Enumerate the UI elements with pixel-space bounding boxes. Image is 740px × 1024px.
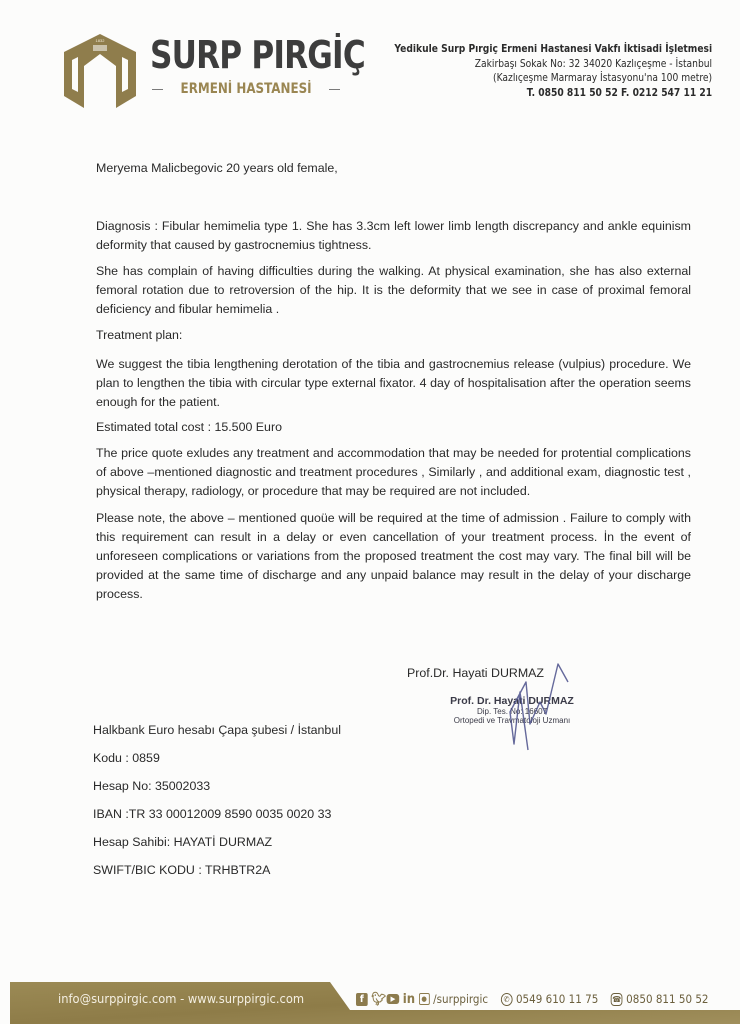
stamp-name: Prof. Dr. Hayati DURMAZ bbox=[450, 695, 574, 707]
address-line-3: (Kazlıçeşme Marmaray İstasyonu'na 100 metre) bbox=[492, 72, 712, 84]
bank-name: Halkbank Euro hesabı Çapa şubesi / İstanbul bbox=[93, 723, 341, 737]
bank-account-owner: Hesap Sahibi: HAYATİ DURMAZ bbox=[93, 835, 273, 849]
logo-badge-year: 1832 bbox=[95, 38, 105, 43]
estimated-cost: Estimated total cost : 15.500 Euro bbox=[96, 420, 282, 434]
social-handle[interactable]: /surppirgic bbox=[433, 992, 489, 1006]
address-line-1: Yedikule Surp Pırgiç Ermeni Hastanesi Vakfı İktisadi İşletmesi bbox=[394, 43, 712, 55]
payment-note-paragraph: Please note, the above – mentioned quoüe will be required at the time of admission . Failure to comply with this requirement can result in a delay or even cancellation of your treatment process. İn the event of unforeseen complications or variations from the proposed treatment the cost may vary. The final bill will be provided at the same time of discharge and any unpaid balance may result in the delay of your discharge process. bbox=[96, 511, 691, 601]
bank-swift: SWIFT/BIC KODU : TRHBTR2A bbox=[93, 863, 271, 877]
divider bbox=[152, 89, 163, 90]
footer-social-contacts bbox=[356, 992, 708, 1006]
footer-contact[interactable]: info@surppirgic.com - www.surppirgic.com bbox=[58, 991, 305, 1006]
bank-iban: IBAN :TR 33 00012009 8590 0035 0020 33 bbox=[93, 807, 332, 821]
logo-subtitle-text: ERMENİ HASTANESİ bbox=[180, 81, 312, 97]
facebook-icon[interactable]: f bbox=[356, 993, 368, 1006]
hospital-address bbox=[394, 42, 712, 100]
whatsapp-icon: ✆ bbox=[501, 993, 513, 1006]
stamp-specialty: Ortopedi ve Travmatoloji Uzmanı bbox=[453, 716, 571, 725]
treatment-paragraph: We suggest the tibia lengthening derotation of the tibia and gastrocnemius release (vulpius) procedure. We plan to lengthen the tibia with circular type external fixator. 4 day of hospitalisation after the operation seems enough for the patient. bbox=[96, 357, 691, 409]
stamp-diploma: Dip. Tes. No: 16607 bbox=[476, 707, 548, 716]
exclusions-paragraph: The price quote exludes any treatment and accommodation that may be needed for protential complications of above –mentioned diagnostic and treatment procedures , Similarly , and additional exam, diagnostic test , physical therapy, radiology, or procedure that may be required are not included. bbox=[96, 446, 691, 498]
logo-subtitle bbox=[152, 80, 340, 98]
bank-branch-code: Kodu : 0859 bbox=[93, 751, 160, 765]
call-center-icon: ☎ bbox=[612, 994, 622, 1004]
doctor-name: Prof.Dr. Hayati DURMAZ bbox=[407, 666, 545, 680]
complaint-paragraph: She has complain of having difficulties during the walking. At physical examination, she has also external femoral rotation due to retroversion of the hip. It is the deformity that we see in case of proximal femoral deficiency and fibular hemimelia . bbox=[96, 264, 691, 316]
whatsapp-number[interactable]: 0549 610 11 75 bbox=[515, 992, 599, 1006]
treatment-heading: Treatment plan: bbox=[96, 328, 183, 342]
youtube-icon[interactable]: ▶ bbox=[387, 994, 400, 1004]
linkedin-icon[interactable]: in bbox=[402, 991, 416, 1007]
patient-line: Meryema Malicbegovic 20 years old female, bbox=[96, 161, 338, 175]
bank-account-number: Hesap No: 35002033 bbox=[93, 779, 211, 793]
instagram-icon[interactable]: ● bbox=[419, 993, 430, 1005]
hospital-logo-icon bbox=[62, 32, 138, 108]
footer-phone[interactable]: 0850 811 50 52 bbox=[626, 992, 709, 1006]
twitter-icon[interactable]: 🐦︎ bbox=[371, 991, 387, 1007]
logo-title: SURP PIRGİÇ bbox=[150, 33, 365, 77]
address-line-2: Zakirbaşı Sokak No: 32 34020 Kazlıçeşme - İstanbul bbox=[474, 57, 712, 70]
handwritten-signature-icon bbox=[470, 652, 580, 752]
address-phone-fax: T. 0850 811 50 52 F. 0212 547 11 21 bbox=[526, 86, 712, 99]
diagnosis-paragraph: Diagnosis : Fibular hemimelia type 1. She has 3.3cm left lower limb length discrepancy and ankle equinism deformity that caused by gastrocnemius tightness. bbox=[96, 219, 691, 252]
divider bbox=[329, 89, 340, 90]
